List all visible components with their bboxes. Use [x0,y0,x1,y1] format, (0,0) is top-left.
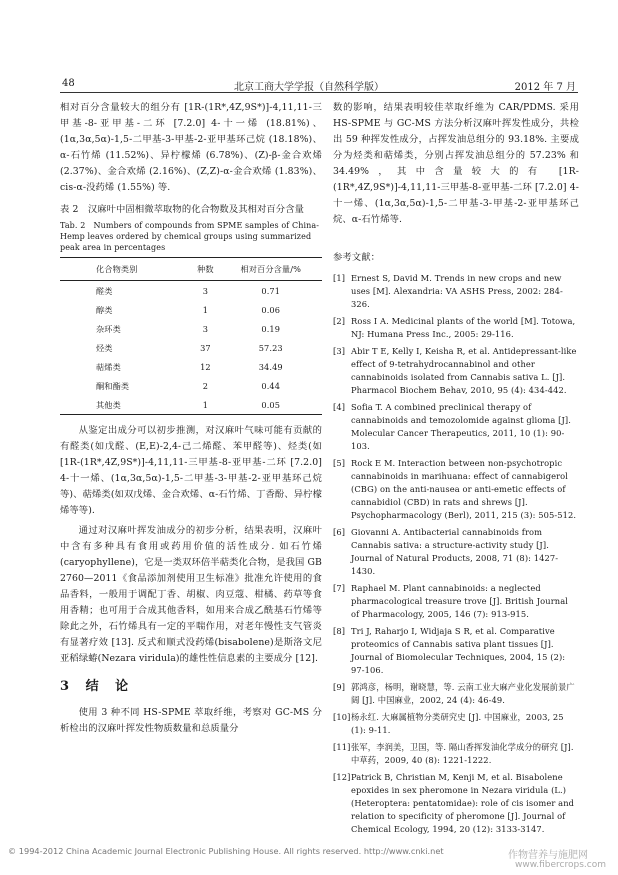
reference-number: [4] [333,402,346,412]
reference-text: Rock E M. Interaction between non-psychotropic cannabinoids in marihuana: effect of cannabigerol (CBG) on the anti-nausea or anti-emetic effects of cannabidiol (CBD) in rats and shrews [J]. Psychopharmacology (Berl), 2011, 215 (3): 505-512. [351,458,577,520]
table-cell: 57.23 [258,342,283,353]
reference-number: [11] [333,742,351,752]
reference-number: [1] [333,273,346,283]
page-number: 48 [62,78,75,89]
table-row [60,357,322,376]
table-header: 化合物类别 [60,258,191,281]
reference-item [333,401,579,453]
reference-item [333,272,579,311]
table-cell: 3 [202,323,209,334]
reference-number: [6] [333,527,346,537]
issue-date: 2012 年 7 月 [514,82,576,93]
table-header: 种数 [191,258,219,281]
reference-item [333,681,579,707]
table-cell: 0.06 [261,304,281,315]
table-cell: 37 [200,342,211,353]
reference-text: Sofia T. A combined preclinical therapy of cannabinoids and temozolomide against glioma [J]. Molecular Cancer Therapeutics, 2011, 10 (1): 90-103. [351,402,571,451]
table-cell: 2 [202,380,209,391]
table-caption-en: Tab. 2 Numbers of compounds from SPME samples of China-Hemp leaves ordered by chemical groups using summarized peak area in percentages [60,221,320,252]
reference-item [333,526,579,578]
table-cell: 醇类 [96,304,113,315]
table-cell: 其他类 [60,395,191,415]
reference-text: Ernest S, David M. Trends in new crops and new uses [M]. Alexandria: VA ASHS Press, 2002: 284-326. [351,273,563,309]
table-row [60,376,322,395]
reference-item [333,741,579,767]
table-row [60,319,322,338]
table-cell: 1 [202,304,209,315]
paragraph: 使用 3 种不同 HS-SPME 萃取纤维，考察对 GC-MS 分析检出的汉麻叶挥发性物质数量和总质量分 [60,707,322,734]
reference-text: Giovanni A. Antibacterial cannabinoids from Cannabis sativa: a structure-activity study [J]. Journal of Natural Products, 2008, 71 (8): 1427-1430. [351,527,559,576]
right-column [333,100,579,840]
reference-text: Abir T E, Kelly I, Keisha R, et al. Antidepressant-like effect of 9-tetrahydrocannabinol and other cannabinoids isolated from Cannabis sativa L. [J]. Pharmacol Biochem Behav, 2010, 95 (4): 434-442. [351,346,577,395]
references-heading: 参考文献： [333,252,380,263]
reference-number: [3] [333,346,346,356]
reference-item [333,345,579,397]
reference-text: Patrick B, Christian M, Kenji M, et al. Bisabolene epoxides in sex pheromone in Nezara viridula (L.) (Heteroptera: pentatomidae): role of cis isomer and relation to specificity of pheromone [J]. Journal of Chemical Ecology, 1994, 20 (12): 3133-3147. [351,772,575,834]
reference-text: 张军，李润美，卫国，等. 隔山香挥发油化学成分的研究 [J]. 中草药，2009, 40 (8): 1221-1222. [351,742,574,765]
table-caption-cn: 表 2 汉麻叶中固相微萃取物的化合物数及其相对百分含量 [60,204,304,215]
paragraph: 通过对汉麻叶挥发油成分的初步分析，结果表明，汉麻叶中含有多种具有食用或药用价值的活性成分. 如石竹烯(caryophyllene)，它是一类双环倍半萜类化合物，是我国 GB 2760—2011《食品添加剂使用卫生标准》批准允许使用的食品香料，一般用于调配丁香、胡椒、肉豆蔻、柑橘、药草等食用香精；也可用于合成其他香料，如用来合成乙酰基石竹烯等除此之外，石竹烯具有一定的平喘作用，对老年慢性支气管炎有显著疗效 [13]. 反式和顺式没药烯(bisabolene)是斯洛文尼亚稻绿蝽(Nezara viridula)的雄性性信息素的主要成分 [12]. [60,525,322,664]
reference-item [333,711,579,737]
reference-text: Raphael M. Plant cannabinoids: a neglected pharmacological treasure trove [J]. British Journal of Pharmacology, 2005, 146 (7): 913-915. [351,583,569,619]
table-cell: 0.19 [261,323,281,334]
reference-list [333,272,579,836]
table-cell: 34.49 [258,361,283,372]
table-header: 相对百分含量/% [219,258,322,281]
reference-number: [7] [333,583,346,593]
reference-item [333,582,579,621]
compounds-table [60,257,322,415]
table-cell: 杂环类 [96,323,121,334]
table-cell: 烃类 [96,342,113,353]
paragraph: 从鉴定出成分可以初步推测，对汉麻叶气味可能有贡献的有醛类(如戊醛、(E,E)-2,4-己二烯醛、苯甲醛等)、烃类(如 [1R-(1R*,4Z,9S*)]-4,11,11-三甲基-8-亚甲基-二环 [7.2.0] 4-十一烯、(1α,3α,5α)-1,5-二甲基-3-甲基-2-亚甲基环己烷等)、萜烯类(如双戊烯、金合欢烯、α-石竹烯、丁香酚、异柠檬烯等等). [60,425,322,516]
section-number: 3 [60,679,76,694]
table-row [60,281,322,301]
watermark-url: www.fibercrops.com [515,860,606,870]
reference-number: [2] [333,316,346,326]
left-column [60,100,322,737]
table-cell: 0.44 [261,380,281,391]
reference-text: 郭鸿彦，杨明，谢晓慧，等. 云南工业大麻产业化发展前景广阔 [J]. 中国麻业，2002, 24 (4): 46-49. [351,682,575,705]
journal-title: 北京工商大学学报（自然科学版） [234,82,384,93]
table-cell: 酮和酯类 [96,380,130,391]
reference-item [333,771,579,836]
header-rule [60,92,578,93]
table-cell: 醛类 [96,285,113,296]
paragraph: 相对百分含量较大的组分有 [1R-(1R*,4Z,9S*)]-4,11,11-三甲基-8-亚甲基-二环 [7.2.0] 4-十一烯 (18.81%)、(1α,3α,5α)-1,5-二甲基-3-甲基-2-亚甲基环己烷 (18.18%)、α-石竹烯 (11.52%)、异柠檬烯 (6.78%)、(Z)-β-金合欢烯 (2.37%)、金合欢烯 (2.16%)、(Z,Z)-α-金合欢烯 (1.83%)、cis-α-没药烯 (1.55%) 等. [60,102,322,193]
table-cell: 12 [200,361,211,372]
section-heading [60,679,322,695]
section-title: 结 论 [85,679,135,694]
reference-number: [9] [333,682,346,692]
table-cell: 1 [191,395,219,415]
reference-number: [10] [333,712,351,722]
reference-text: Tri J, Raharjo I, Widjaja S R, et al. Comparative proteomics of Cannabis sativa plant tissues [J]. Journal of Biomolecular Techniques, 2004, 15 (2): 97-106. [351,626,566,675]
reference-number: [12] [333,772,351,782]
table-caption [60,202,322,253]
watermark-text: 作物营养与施肥网 [508,850,588,861]
reference-text: Ross I A. Medicinal plants of the world [M]. Totowa, NJ: Humana Press Inc., 2005: 29-116. [351,316,576,339]
paragraph: 数的影响，结果表明较佳萃取纤维为 CAR/PDMS. 采用 HS-SPME 与 GC-MS 方法分析汉麻叶挥发性成分，共检出 59 种挥发性成分，占挥发油总组分的 93.18%. 主要成分为烃类和萜烯类，分别占挥发油总组分的 57.23% 和 34.49%，其中含量较大的有 [1R-(1R*,4Z,9S*)]-4,11,11-三甲基-8-亚甲基-二环 [7.2.0] 4-十一烯、(1α,3α,5α)-1,5-二甲基-3-甲基-2-亚甲基环己烷、α-石竹烯等. [333,102,579,225]
reference-item [333,315,579,341]
table-cell: 0.05 [219,395,322,415]
table-row [60,338,322,357]
copyright-text: © 1994-2012 China Academic Journal Electronic Publishing House. All rights reserved. [8,846,362,856]
reference-number: [8] [333,626,346,636]
table-cell: 萜烯类 [96,361,121,372]
table-cell: 0.71 [261,285,281,296]
reference-text: 杨永红. 大麻属植物分类研究史 [J]. 中国麻业，2003, 25 (1): 9-11. [351,712,564,735]
footer-url[interactable]: http://www.cnki.net [363,846,444,856]
table-cell: 3 [202,285,209,296]
page-header [0,0,618,100]
table-row [60,300,322,319]
reference-number: [5] [333,458,346,468]
reference-item [333,625,579,677]
reference-item [333,457,579,522]
table-row [60,395,322,415]
